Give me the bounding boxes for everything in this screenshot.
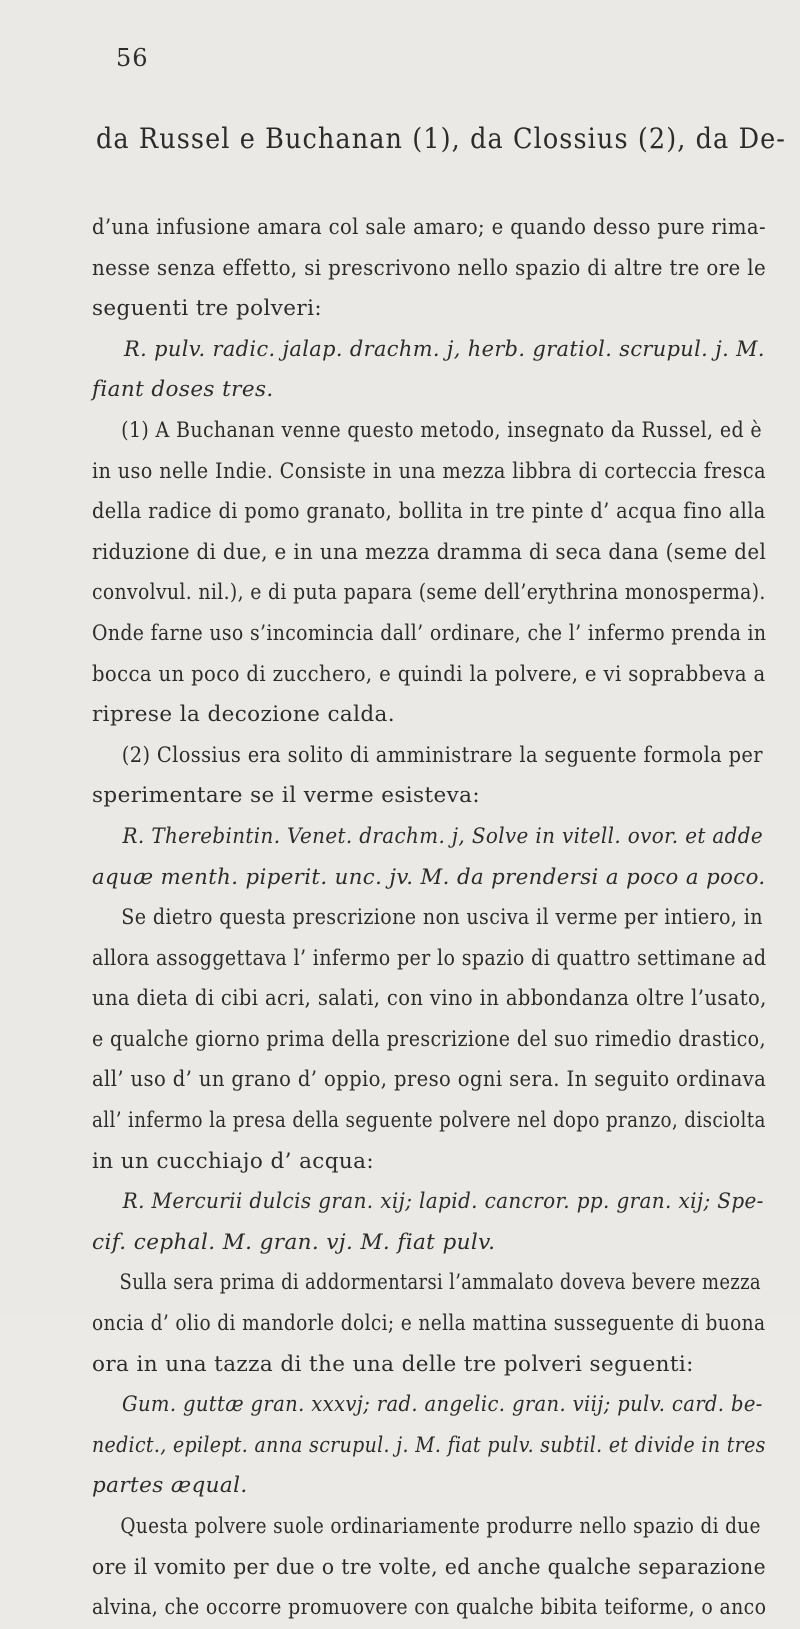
text-line: (2) Clossius era solito di amministrare la seguente formola per xyxy=(121,742,763,768)
text-line: cif. cephal. M. gran. vj. M. fiat pulv. xyxy=(92,1229,496,1255)
text-line: nesse senza effetto, si prescrivono nello spazio di altre tre ore le xyxy=(92,255,767,281)
text-line: ora in una tazza di the una delle tre polveri seguenti: xyxy=(92,1351,694,1377)
text-line: Sulla sera prima di addormentarsi l’ammalato doveva bevere mezza xyxy=(119,1270,761,1296)
text-line: ore il vomito per due o tre volte, ed anche qualche separazione xyxy=(92,1554,766,1580)
text-line: fiant doses tres. xyxy=(92,377,274,403)
text-line: aquæ menth. piperit. unc. jv. M. da prendersi a poco a poco. xyxy=(92,864,766,890)
text-line: R. Mercurii dulcis gran. xij; lapid. cancror. pp. gran. xij; Spe- xyxy=(122,1189,764,1215)
text-line: in un cucchiajo d’ acqua: xyxy=(92,1148,375,1174)
text-line: Questa polvere suole ordinariamente produrre nello spazio di due xyxy=(120,1514,761,1539)
page-number: 56 xyxy=(116,44,149,72)
text-line: all’ uso d’ un grano d’ oppio, preso ogni sera. In seguito ordinava xyxy=(92,1067,767,1093)
text-line: bocca un poco di zucchero, e quindi la polvere, e vi soprabbeva a xyxy=(92,661,766,687)
text-line: Gum. guttæ gran. xxxvj; rad. angelic. gran. viij; pulv. card. be- xyxy=(121,1392,763,1418)
text-line: riprese la decozione calda. xyxy=(92,702,396,728)
text-line: convolvul. nil.), e di puta papara (seme dell’erythrina monosperma). xyxy=(92,580,766,606)
text-line: della radice di pomo granato, bollita in tre pinte d’ acqua fino alla xyxy=(92,499,766,525)
text-line: oncia d’ olio di mandorle dolci; e nella mattina susseguente di buona xyxy=(92,1311,766,1337)
text-line: Se dietro questa prescrizione non usciva il verme per intiero, in xyxy=(121,905,763,931)
text-line: all’ infermo la presa della seguente polvere nel dopo pranzo, disciolta xyxy=(92,1108,766,1134)
text-line: partes æqual. xyxy=(92,1473,248,1499)
text-line: R. pulv. radic. jalap. drachm. j, herb. gratiol. scrupul. j. M. xyxy=(124,336,765,362)
text-line: in uso nelle Indie. Consiste in una mezza libbra di corteccia fresca xyxy=(92,458,766,484)
text-line: e qualche giorno prima della prescrizione del suo rimedio drastico, xyxy=(92,1026,766,1052)
text-line: (1) A Buchanan venne questo metodo, insegnato da Russel, ed è xyxy=(121,417,762,443)
text-line: riduzione di due, e in una mezza dramma di seca dana (seme del xyxy=(92,539,767,565)
text-line: alvina, che occorre promuovere con qualche bibita teiforme, o anco xyxy=(92,1595,767,1621)
body-text xyxy=(92,208,766,1629)
text-line: R. Therebintin. Venet. drachm. j, Solve in vitell. ovor. et adde xyxy=(122,823,764,849)
page-heading-line: da Russel e Buchanan (1), da Clossius (2), da De- xyxy=(96,122,787,155)
text-line: sperimentare se il verme esisteva: xyxy=(92,783,481,809)
text-line: Onde farne uso s’incomincia dall’ ordinare, che l’ infermo prenda in xyxy=(92,620,767,646)
text-line: seguenti tre polveri: xyxy=(92,296,323,322)
text-line: allora assoggettava l’ infermo per lo spazio di quattro settimane ad xyxy=(92,945,767,971)
text-line: una dieta di cibi acri, salati, con vino in abbondanza oltre l’usato, xyxy=(92,986,767,1012)
text-line: d’una infusione amara col sale amaro; e quando desso pure rima- xyxy=(92,215,766,240)
text-line: nedict., epilept. anna scrupul. j. M. fiat pulv. subtil. et divide in tres xyxy=(92,1432,766,1458)
